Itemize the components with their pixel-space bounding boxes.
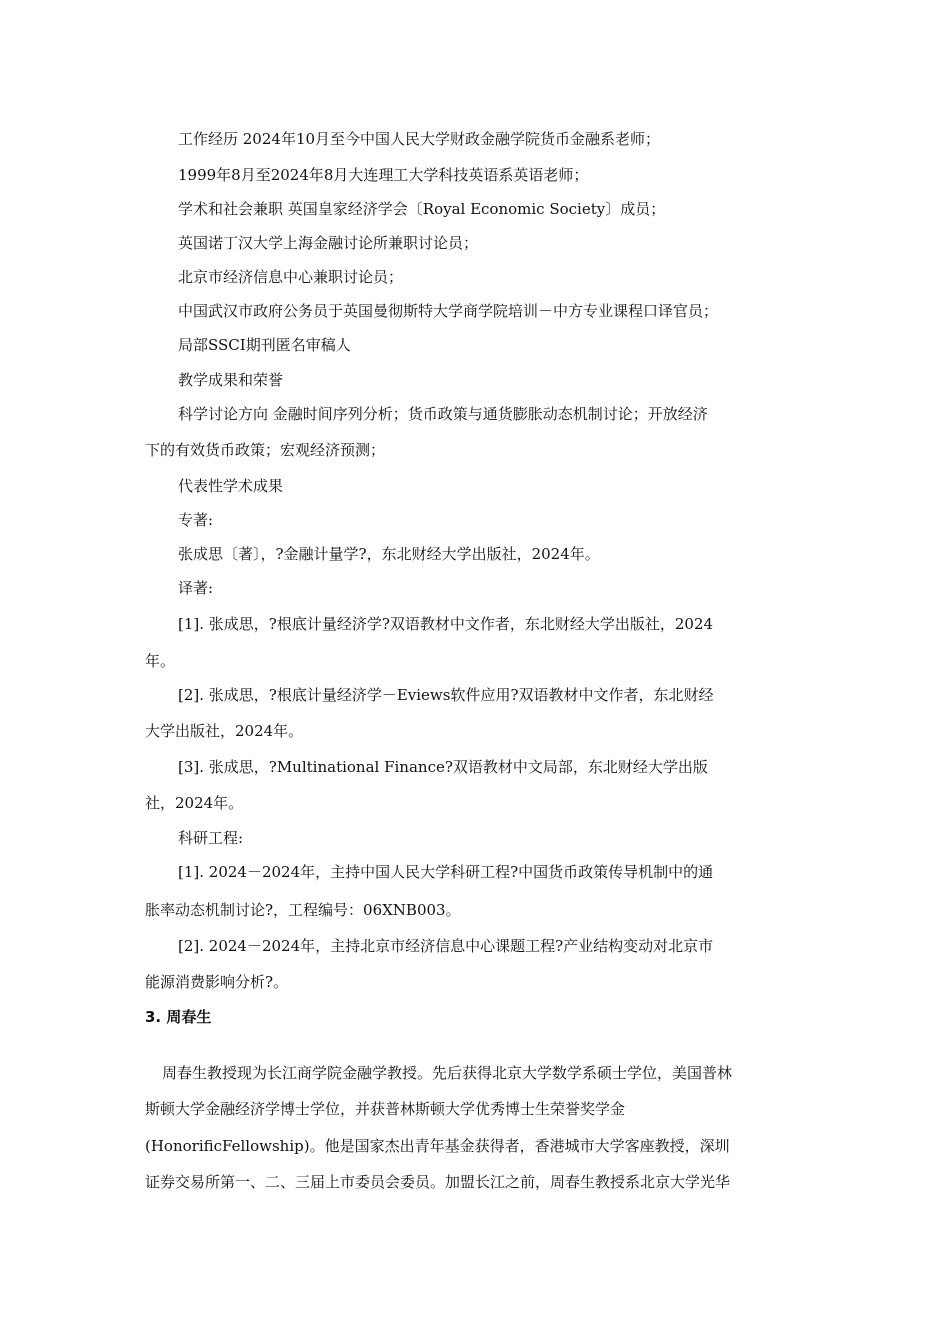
text-line: 张成思〔著〕，?金融计量学?，东北财经大学出版社，2024年。 xyxy=(178,545,600,563)
text-line: 中国武汉市政府公务员于英国曼彻斯特大学商学院培训－中方专业课程口译官员； xyxy=(178,302,719,320)
text-line: 代表性学术成果 xyxy=(178,477,284,495)
text-line: [2]. 张成思，?根底计量经济学－Eviews软件应用?双语教材中文作者，东北财经 xyxy=(178,686,714,704)
text-line: 北京市经济信息中心兼职讨论员； xyxy=(178,268,404,286)
text-line: 科研工程: xyxy=(178,829,244,847)
text-line: [1]. 2024－2024年，主持中国人民大学科研工程?中国货币政策传导机制中的通 xyxy=(178,863,714,881)
bio-line: (HonorificFellowship)。他是国家杰出青年基金获得者，香港城市大学客座教授，深圳 xyxy=(145,1137,730,1155)
bio-line: 周春生教授现为长江商学院金融学教授。先后获得北京大学数学系硕士学位，美国普林 xyxy=(162,1064,733,1082)
text-line: 学术和社会兼职 英国皇家经济学会〔Royal Economic Society〕成员； xyxy=(178,200,666,218)
text-line: [3]. 张成思，?Multinational Finance?双语教材中文局部，东北财经大学出版 xyxy=(178,758,708,776)
text-line: 社，2024年。 xyxy=(145,794,244,812)
bio-line: 证券交易所第一、二、三届上市委员会委员。加盟长江之前，周春生教授系北京大学光华 xyxy=(145,1173,731,1191)
text-line: 工作经历 2024年10月至今中国人民大学财政金融学院货币金融系老师； xyxy=(178,130,661,148)
text-line: 下的有效货币政策；宏观经济预测； xyxy=(145,441,386,459)
text-line: 年。 xyxy=(145,652,176,670)
bio-line: 斯顿大学金融经济学博士学位，并获普林斯顿大学优秀博士生荣誉奖学金 xyxy=(145,1100,626,1118)
text-line: 英国诺丁汉大学上海金融讨论所兼职讨论员； xyxy=(178,234,479,252)
text-line: 专著: xyxy=(178,511,214,529)
text-line: 1999年8月至2024年8月大连理工大学科技英语系英语老师； xyxy=(178,166,589,184)
text-line: 大学出版社，2024年。 xyxy=(145,722,304,740)
text-line: 科学讨论方向 金融时间序列分析；货币政策与通货膨胀动态机制讨论；开放经济 xyxy=(178,405,708,423)
text-line: 译著: xyxy=(178,579,214,597)
text-line: 局部SSCI期刊匿名审稿人 xyxy=(178,336,351,354)
text-line: 教学成果和荣誉 xyxy=(178,371,284,389)
text-line: [2]. 2024－2024年，主持北京市经济信息中心课题工程?产业结构变动对北京市 xyxy=(178,937,714,955)
text-line: 胀率动态机制讨论?，工程编号：06XNB003。 xyxy=(145,901,461,919)
text-line: [1]. 张成思，?根底计量经济学?双语教材中文作者，东北财经大学出版社，2024 xyxy=(178,615,714,633)
section-heading: 3. 周春生 xyxy=(145,1008,212,1026)
text-line: 能源消费影响分析?。 xyxy=(145,973,289,991)
